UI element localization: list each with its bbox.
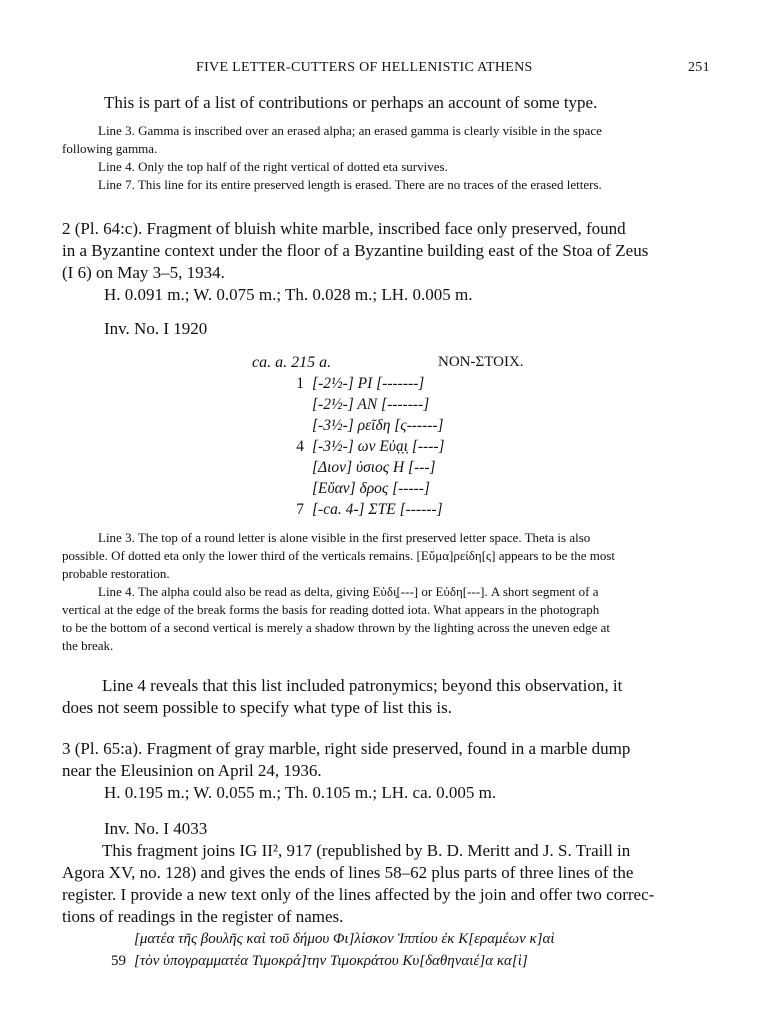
note-line: possible. Of dotted eta only the lower third of the verticals remains. [Εὔμα]ρείδη[ς] appears to be the most [62,548,616,563]
paragraph-line4 [62,675,712,719]
entry-3-inventory: Inv. No. I 4033 [104,819,208,838]
notes-block-1 [62,122,710,194]
entry-3-paragraph [62,840,712,928]
entry-2-dimensions: H. 0.091 m.; W. 0.075 m.; Th. 0.028 m.; LH. 0.005 m. [104,285,473,304]
note-line: the break. [62,638,114,653]
note-line: Line 7. This line for its entire preserved length is erased. There are no traces of the erased letters. [98,177,602,192]
entry-2-line: 2 (Pl. 64:c). Fragment of bluish white marble, inscribed face only preserved, found [62,219,626,238]
paragraph-line: Agora XV, no. 128) and gives the ends of lines 58–62 plus parts of three lines of the [62,863,634,882]
inscription-line: 7 [-ca. 4-] ΣΤΕ [------] [296,501,443,518]
note-line: Line 3. The top of a round letter is alone visible in the first preserved letter space. Theta is also [98,530,591,545]
inscription-date: ca. a. 215 a. [252,354,332,371]
entry-3-line: near the Eleusinion on April 24, 1936. [62,761,322,780]
notes-block-2 [62,529,712,655]
paragraph-line: register. I provide a new text only of the lines affected by the join and offer two correc- [62,885,655,904]
inscription-line: [-3½-] ρεῖδη [ς------] [312,417,444,434]
entry-2-line: (I 6) on May 3–5, 1934. [62,263,225,282]
note-line: Line 4. Only the top half of the right vertical of dotted eta survives. [98,159,448,174]
greek-text [104,928,555,972]
note-line: to be the bottom of a second vertical is merely a shadow thrown by the lighting across the uneven edge at [62,620,611,635]
inscription-line: [Διον] ύσιος Η [---] [312,459,436,476]
entry-2-description [62,218,712,284]
paragraph-line: Line 4 reveals that this list included patronymics; beyond this observation, it [102,676,623,695]
greek-line: 59 [τὸν ὑπογραμματέα Τιμοκρά]την Τιμοκράτου Κυ[δαθηναιέ]α κα[ὶ] [111,953,528,969]
note-line: vertical at the edge of the break forms the basis for reading dotted iota. What appears in the photograph [62,602,600,617]
entry-2-inventory: Inv. No. I 1920 [104,319,208,338]
note-line: following gamma. [62,141,158,156]
entry-2-line: in a Byzantine context under the floor of a Byzantine building east of the Stoa of Zeus [62,241,649,260]
inscription-text [282,373,445,520]
running-title: FIVE LETTER-CUTTERS OF HELLENISTIC ATHENS [196,60,533,75]
intro-line: This is part of a list of contributions or perhaps an account of some type. [104,93,598,112]
inscription-line: 1 [-2½-] ΡΙ [-------] [296,375,425,392]
inscription-style: NON-ΣΤΟΙΧ. [438,354,524,370]
note-line: Line 3. Gamma is inscribed over an erased alpha; an erased gamma is clearly visible in the space [98,123,602,138]
note-line: Line 4. The alpha could also be read as delta, giving Εὐδι̣[---] or Εὐδη[---]. A short segment of a [98,584,599,599]
greek-line: [ματέα τῆς βουλῆς καὶ τοῦ δήμου Φι]λίσκον Ἱππίου ἐκ Κ[εραμέων κ]αὶ [134,931,555,947]
entry-3-dimensions: H. 0.195 m.; W. 0.055 m.; Th. 0.105 m.; LH. ca. 0.005 m. [104,783,497,802]
paragraph-line: does not seem possible to specify what type of list this is. [62,698,453,717]
paragraph-line: tions of readings in the register of names. [62,907,344,926]
paragraph-line: This fragment joins IG II², 917 (republished by B. D. Meritt and J. S. Traill in [102,841,631,860]
entry-3-line: 3 (Pl. 65:a). Fragment of gray marble, right side preserved, found in a marble dump [62,739,631,758]
note-line: probable restoration. [62,566,170,581]
inscription-line: [-2½-] ΑΝ [-------] [312,396,430,413]
inscription-line: 4 [-3½-] ων Εὐạ̣ι̣ [----] [296,438,445,455]
page-number: 251 [688,60,710,75]
entry-3-description [62,738,712,782]
inscription-line: [Εὔαν] δρος [-----] [312,480,430,497]
